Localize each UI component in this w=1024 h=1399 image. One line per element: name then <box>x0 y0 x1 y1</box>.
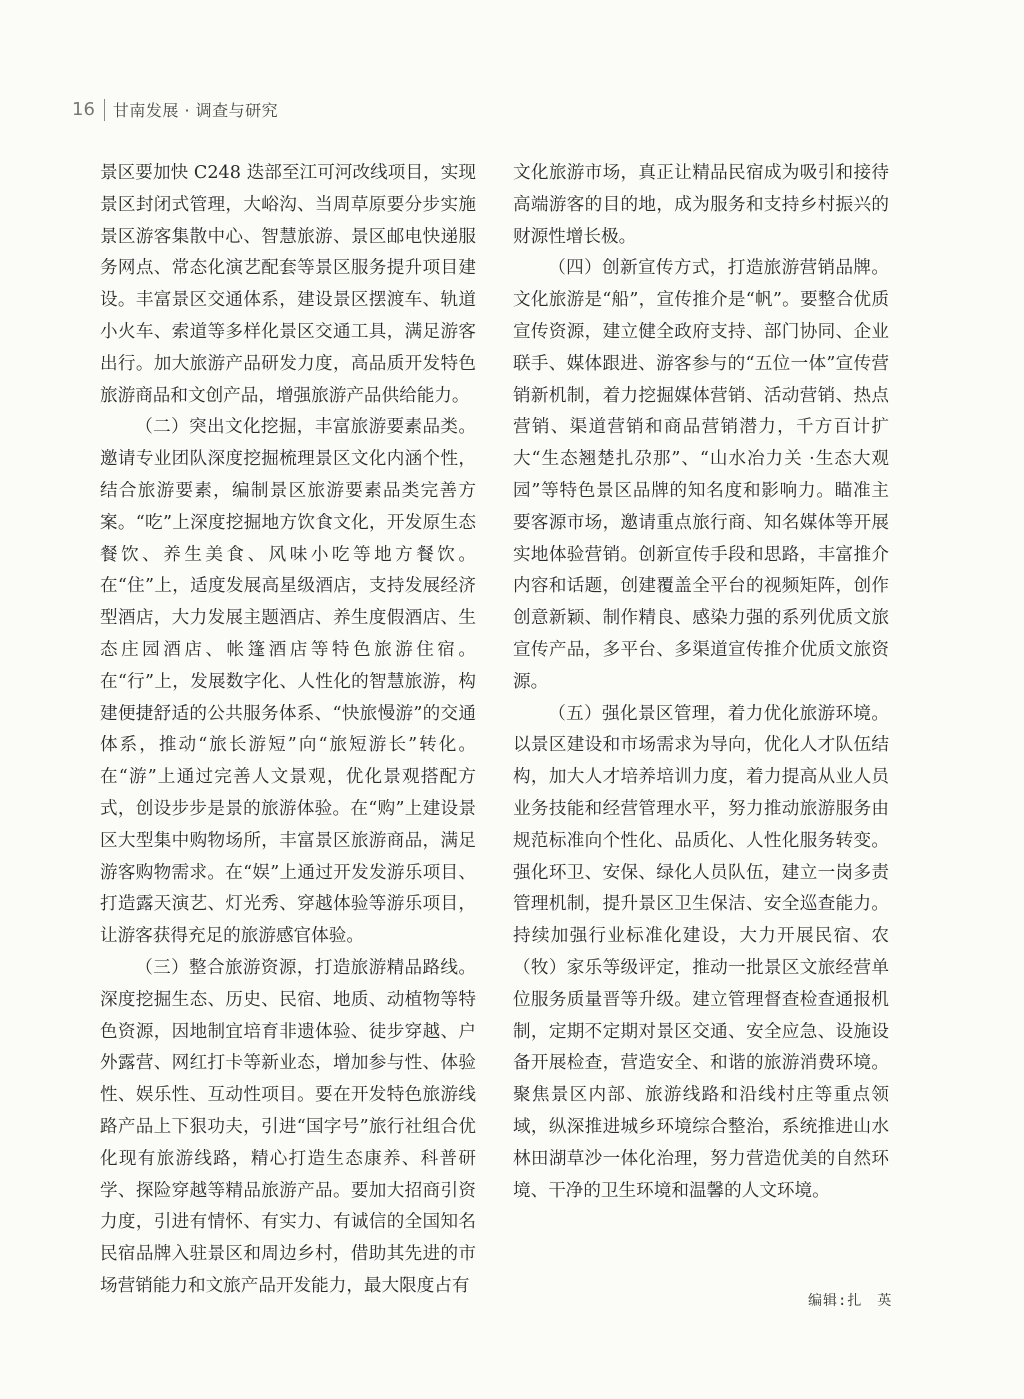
paragraph-section-5: （五）强化景区管理，着力优化旅游环境。以景区建设和市场需求为导向，优化人才队伍结构，加大人才培养培训力度，着力提高从业人员业务技能和经营管理水平，努力推动旅游服务由规范标准向个性化、品质化、人性化服务转变。强化环卫、安保、绿化人员队伍，建立一岗多责管理机制，提升景区卫生保洁、安全巡查能力。持续加强行业标准化建设，大力开展民宿、农（牧）家乐等级评定，推动一批景区文旅经营单位服务质量晋等升级。建立管理督查检查通报机制，定期不定期对景区交通、安全应急、设施设备开展检查，营造安全、和谐的旅游消费环境。聚焦景区内部、旅游线路和沿线村庄等重点领域，纵深推进城乡环境综合整治，系统推进山水林田湖草沙一体化治理，努力营造优美的自然环境、干净的卫生环境和温馨的人文环境。 <box>513 703 889 1201</box>
paragraph: 文化旅游市场，真正让精品民宿成为吸引和接待高端游客的目的地，成为服务和支持乡村振兴的财源性增长极。 <box>513 163 889 247</box>
journal-title: 甘南发展 · 调查与研究 <box>112 101 279 120</box>
left-column <box>100 158 476 1303</box>
editor-credit: 编辑:扎 英 <box>808 1293 893 1309</box>
paragraph: 景区要加快 C248 迭部至江可河改线项目，实现景区封闭式管理，大峪沟、当周草原要分步实施景区游客集散中心、智慧旅游、景区邮电快递服务网点、常态化演艺配套等景区服务提升项目建设。丰富景区交通体系，建设景区摆渡车、轨道小火车、索道等多样化景区交通工具，满足游客出行。加大旅游产品研发力度，高品质开发特色旅游商品和文创产品，增强旅游产品供给能力。 <box>100 163 476 406</box>
paragraph-section-4: （四）创新宣传方式，打造旅游营销品牌。文化旅游是“船”，宣传推介是“帆”。要整合优质宣传资源，建立健全政府支持、部门协同、企业联手、媒体跟进、游客参与的“五位一体”宣传营销新机制，着力挖掘媒体营销、活动营销、热点营销、渠道营销和商品营销潜力，千方百计扩大“生态翘楚扎尕那”、“山水冶力关 ·生态大观园”等特色景区品牌的知名度和影响力。瞄准主要客源市场，邀请重点旅行商、知名媒体等开展实地体验营销。创新宣传手段和思路，丰富推介内容和话题，创建覆盖全平台的视频矩阵，创作创意新颖、制作精良、感染力强的系列优质文旅宣传产品，多平台、多渠道宣传推介优质文旅资源。 <box>513 258 889 692</box>
running-header <box>72 98 278 121</box>
page-number: 16 <box>72 99 95 120</box>
right-column <box>513 158 889 1207</box>
paragraph-section-2: （二）突出文化挖掘，丰富旅游要素品类。邀请专业团队深度挖掘梳理景区文化内涵个性，结合旅游要素，编制景区旅游要素品类完善方案。“吃”上深度挖掘地方饮食文化，开发原生态餐饮、养生美食、风味小吃等地方餐饮。在“住”上，适度发展高星级酒店，支持发展经济型酒店，大力发展主题酒店、养生度假酒店、生态庄园酒店、帐篷酒店等特色旅游住宿。在“行”上，发展数字化、人性化的智慧旅游，构建便捷舒适的公共服务体系、“快旅慢游”的交通体系，推动“旅长游短”向“旅短游长”转化。在“游”上通过完善人文景观，优化景观搭配方式，创设步步是景的旅游体验。在“购”上建设景区大型集中购物场所，丰富景区旅游商品，满足游客购物需求。在“娱”上通过开发发游乐项目、打造露天演艺、灯光秀、穿越体验等游乐项目，让游客获得充足的旅游感官体验。 <box>100 417 476 947</box>
header-divider <box>104 99 105 121</box>
paragraph-section-3: （三）整合旅游资源，打造旅游精品路线。深度挖掘生态、历史、民宿、地质、动植物等特色资源，因地制宜培育非遗体验、徒步穿越、户外露营、网红打卡等新业态，增加参与性、体验性、娱乐性、互动性项目。要在开发特色旅游线路产品上下狠功夫，引进“国字号”旅行社组合优化现有旅游线路，精心打造生态康养、科普研学、探险穿越等精品旅游产品。要加大招商引资力度，引进有情怀、有实力、有诚信的全国知名民宿品牌入驻景区和周边乡村，借助其先进的市场营销能力和文旅产品开发能力，最大限度占有 <box>100 957 476 1296</box>
